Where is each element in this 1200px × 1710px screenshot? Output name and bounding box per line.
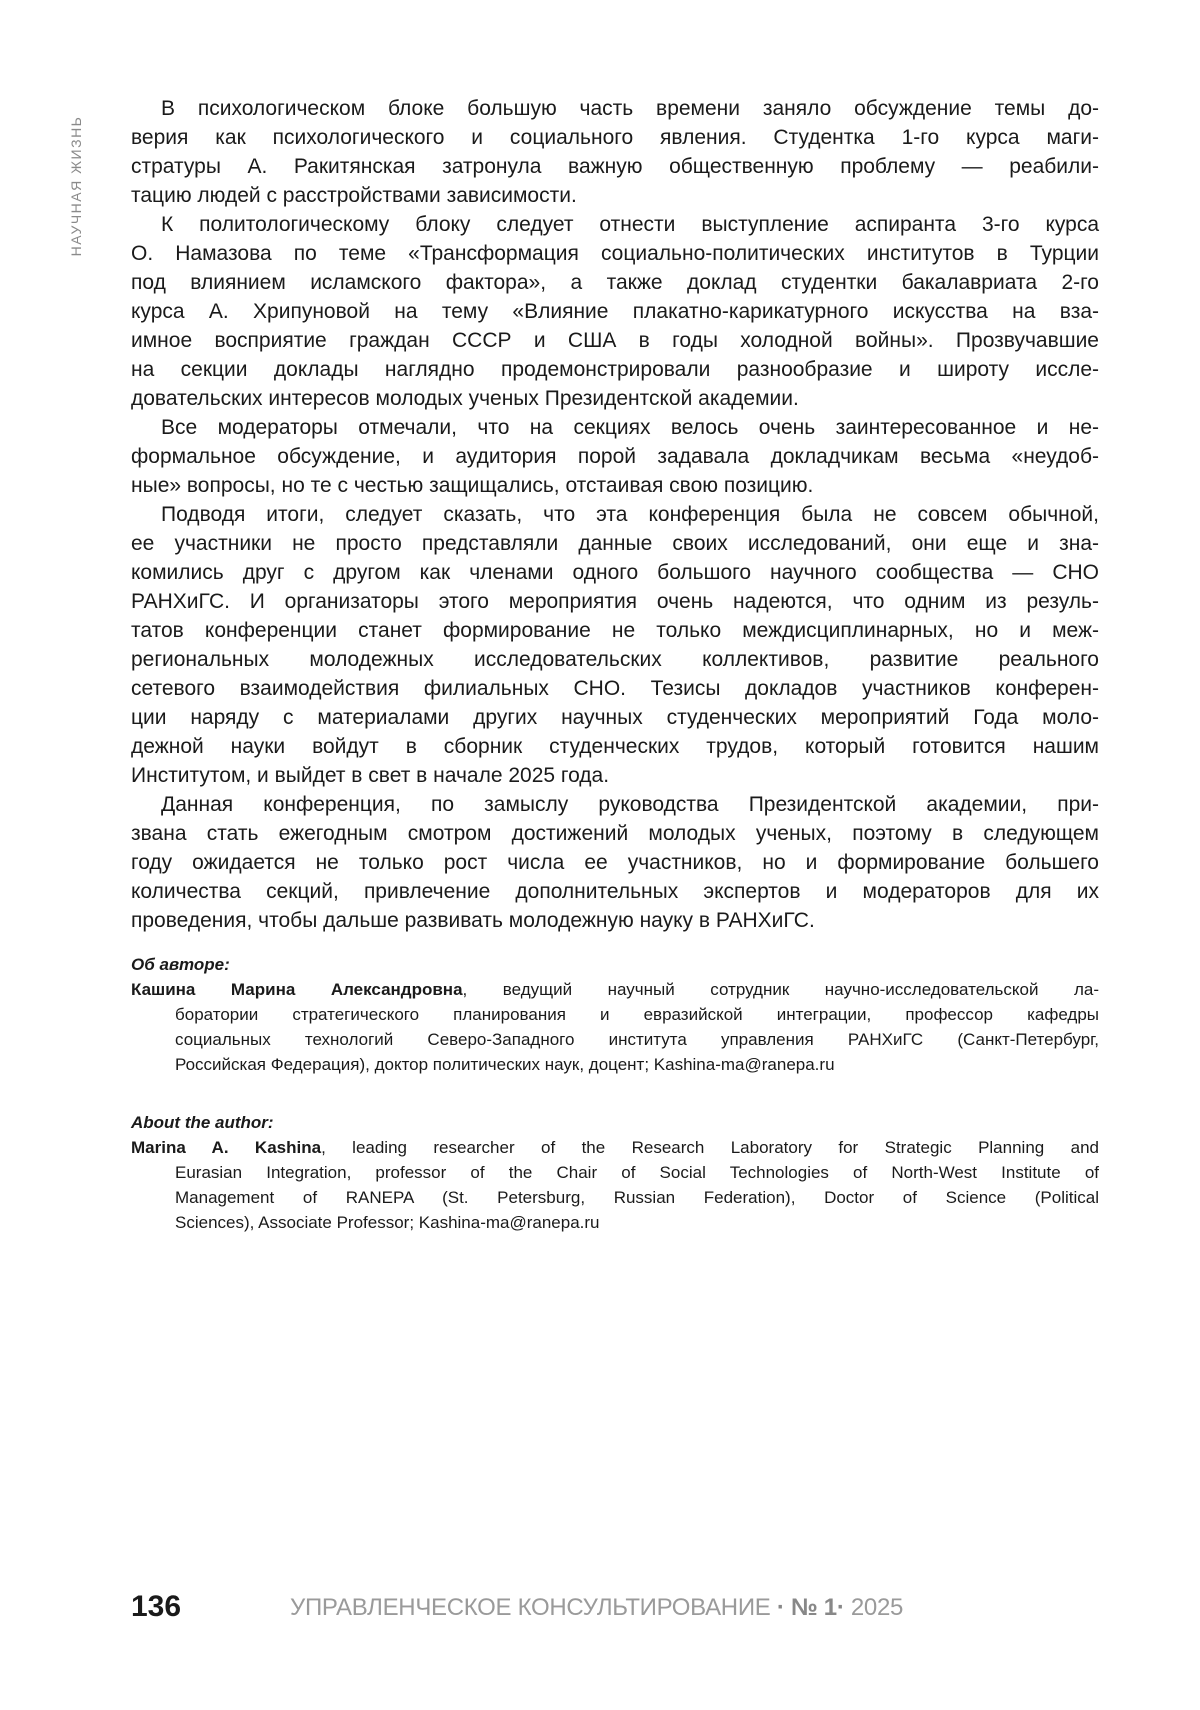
about-author-ru: [131, 952, 1099, 1077]
author-ru-line: боратории стратегического планирования и евразийской интеграции, профессор кафедры: [131, 1002, 1099, 1027]
about-author-en: [131, 1110, 1099, 1235]
issue-year: 2025: [851, 1594, 903, 1621]
text-line: сетевого взаимодействия филиальных СНО. Тезисы докладов участников конферен-: [131, 674, 1099, 703]
text-line: тацию людей с расстройствами зависимости.: [131, 181, 1099, 210]
journal-footer: [290, 1594, 903, 1622]
text-line: верия как психологического и социального явления. Студентка 1-го курса маги-: [131, 123, 1099, 152]
section-label: [64, 96, 88, 276]
text-line: ные» вопросы, но те с честью защищались, отстаивая свою позицию.: [131, 471, 1099, 500]
text-line: татов конференции станет формирование не только междисциплинарных, но и меж-: [131, 616, 1099, 645]
separator: ·: [771, 1594, 791, 1621]
paragraph: [131, 210, 1099, 413]
text-line: комились друг с другом как членами одного большого научного сообщества — СНО: [131, 558, 1099, 587]
text-line: звана стать ежегодным смотром достижений молодых ученых, поэтому в следующем: [131, 819, 1099, 848]
author-ru-line: Российская Федерация), доктор политических наук, доцент; Kashina-ma@ranepa.ru: [131, 1052, 1099, 1077]
author-en-line: Sciences), Associate Professor; Kashina-ma@ranepa.ru: [131, 1210, 1099, 1235]
author-en-line: Management of RANEPA (St. Petersburg, Russian Federation), Doctor of Science (Political: [131, 1185, 1099, 1210]
text-line: стратуры А. Ракитянская затронула важную общественную проблему — реабили-: [131, 152, 1099, 181]
article-body: [131, 94, 1099, 935]
text-line: Подводя итоги, следует сказать, что эта конференция была не совсем обычной,: [131, 500, 1099, 529]
text-line: К политологическому блоку следует отнести выступление аспиранта 3-го курса: [131, 210, 1099, 239]
text-line: Данная конференция, по замыслу руководства Президентской академии, при-: [131, 790, 1099, 819]
about-author-en-heading: About the author:: [131, 1110, 1099, 1135]
text-line: О. Намазова по теме «Трансформация социально-политических институтов в Турции: [131, 239, 1099, 268]
author-ru-name: Кашина Марина Александровна: [131, 980, 463, 999]
text-line: В психологическом блоке большую часть времени заняло обсуждение темы до-: [131, 94, 1099, 123]
text-line: Все модераторы отмечали, что на секциях велось очень заинтересованное и не-: [131, 413, 1099, 442]
text-line: году ожидается не только рост числа ее участников, но и формирование большего: [131, 848, 1099, 877]
author-ru-line: социальных технологий Северо-Западного института управления РАНХиГС (Санкт-Петербург,: [131, 1027, 1099, 1052]
paragraph: [131, 500, 1099, 790]
author-en-line: Eurasian Integration, professor of the Chair of Social Technologies of North-West Institute of: [131, 1160, 1099, 1185]
section-label-text: НАУЧНАЯ ЖИЗНЬ: [68, 116, 84, 257]
about-author-ru-heading: Об авторе:: [131, 952, 1099, 977]
author-ru-text: , ведущий научный сотрудник научно-исследовательской ла-: [463, 980, 1099, 999]
paragraph: [131, 94, 1099, 210]
text-line: формальное обсуждение, и аудитория порой задавала докладчикам весьма «неудоб-: [131, 442, 1099, 471]
text-line: проведения, чтобы дальше развивать молодежную науку в РАНХиГС.: [131, 906, 1099, 935]
text-line: курса А. Хрипуновой на тему «Влияние плакатно-карикатурного искусства на вза-: [131, 297, 1099, 326]
author-en-line: [131, 1135, 1099, 1160]
text-line: ции наряду с материалами других научных студенческих мероприятий Года моло-: [131, 703, 1099, 732]
separator: ·: [837, 1594, 851, 1621]
journal-title: УПРАВЛЕНЧЕСКОЕ КОНСУЛЬТИРОВАНИЕ: [290, 1594, 771, 1621]
author-en-name: Marina A. Kashina: [131, 1138, 321, 1157]
text-line: региональных молодежных исследовательских коллективов, развитие реального: [131, 645, 1099, 674]
author-en-text: , leading researcher of the Research Laboratory for Strategic Planning and: [321, 1138, 1099, 1157]
text-line: ее участники не просто представляли данные своих исследований, они еще и зна-: [131, 529, 1099, 558]
text-line: имное восприятие граждан СССР и США в годы холодной войны». Прозвучавшие: [131, 326, 1099, 355]
paragraph: [131, 790, 1099, 935]
page-number: 136: [131, 1590, 181, 1624]
issue-number: № 1: [791, 1594, 837, 1621]
text-line: под влиянием исламского фактора», а также доклад студентки бакалавриата 2-го: [131, 268, 1099, 297]
paragraph: [131, 413, 1099, 500]
text-line: количества секций, привлечение дополнительных экспертов и модераторов для их: [131, 877, 1099, 906]
text-line: довательских интересов молодых ученых Президентской академии.: [131, 384, 1099, 413]
text-line: РАНХиГС. И организаторы этого мероприятия очень надеются, что одним из резуль-: [131, 587, 1099, 616]
text-line: Институтом, и выйдет в свет в начале 2025 года.: [131, 761, 1099, 790]
author-ru-line: [131, 977, 1099, 1002]
text-line: дежной науки войдут в сборник студенческих трудов, который готовится нашим: [131, 732, 1099, 761]
text-line: на секции доклады наглядно продемонстрировали разнообразие и широту иссле-: [131, 355, 1099, 384]
